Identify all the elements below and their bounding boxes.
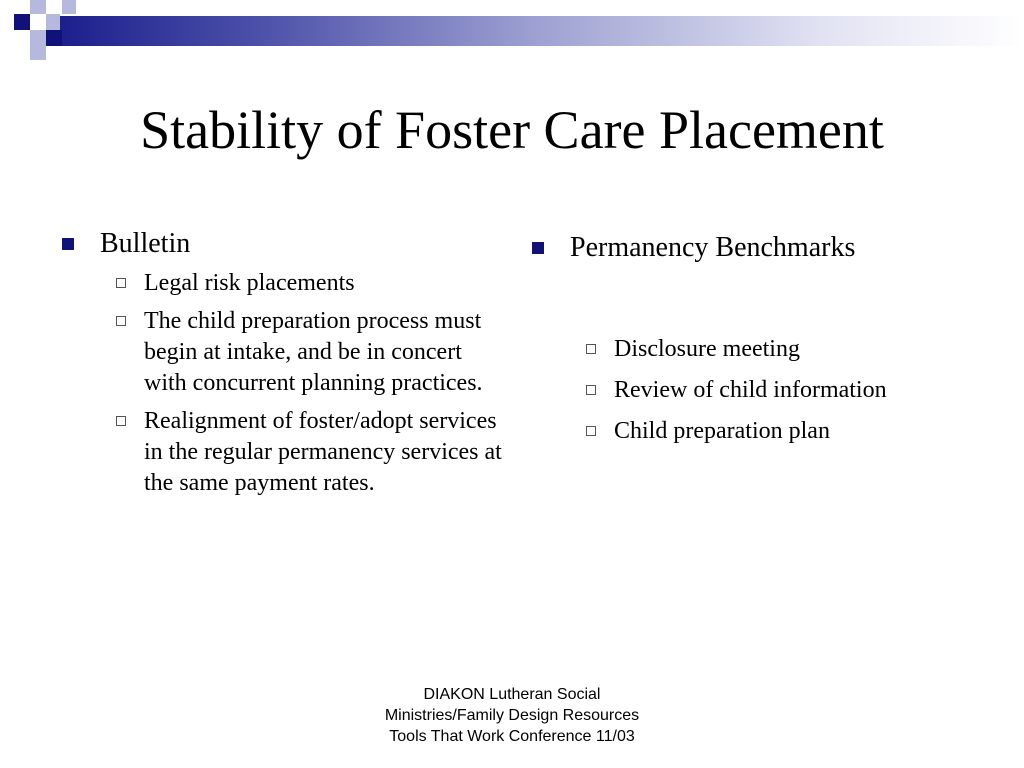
right-column — [532, 232, 992, 447]
sub-bullet-label: Realignment of foster/adopt services in the regular permanency services at the same payment rates. — [144, 408, 502, 496]
sub-bullet-label: The child preparation process must begin at intake, and be in concert with concurrent planning practices. — [144, 308, 483, 396]
bullet-label: Bulletin — [100, 228, 191, 259]
sub-bullet-label: Disclosure meeting — [614, 336, 800, 362]
sub-bullet-label: Child preparation plan — [614, 418, 830, 444]
hollow-square-bullet-icon — [586, 344, 596, 354]
footer-line: DIAKON Lutheran Social — [423, 686, 601, 703]
sub-bullet-item — [586, 375, 992, 406]
footer-line: Tools That Work Conference 11/03 — [389, 728, 635, 745]
decor-square — [30, 46, 46, 60]
hollow-square-bullet-icon — [116, 278, 126, 288]
decor-square — [14, 30, 30, 46]
sub-bullet-item — [116, 406, 502, 499]
slide-title: Stability of Foster Care Placement — [140, 100, 884, 160]
sub-bullet-label: Legal risk placements — [144, 270, 355, 296]
header-gradient-bar — [60, 16, 1024, 46]
decor-square — [30, 0, 46, 14]
hollow-square-bullet-icon — [116, 416, 126, 426]
hollow-square-bullet-icon — [586, 385, 596, 395]
sub-bullet-item — [116, 268, 502, 299]
decor-square — [14, 14, 30, 30]
hollow-square-bullet-icon — [586, 426, 596, 436]
decor-square — [62, 0, 76, 14]
sub-bullet-item — [586, 334, 992, 365]
footer-line: Ministries/Family Design Resources — [384, 707, 640, 724]
slide-footer — [312, 684, 712, 747]
bullet-item-permanency-benchmarks — [532, 232, 992, 264]
decor-square — [46, 14, 60, 30]
bullet-label: Permanency Benchmarks — [570, 232, 856, 263]
sub-bullet-item — [586, 416, 992, 447]
left-column — [62, 228, 502, 499]
bullet-item-bulletin — [62, 228, 502, 260]
sub-bullet-label: Review of child information — [614, 377, 887, 403]
sub-bullet-item — [116, 306, 502, 399]
square-bullet-icon — [62, 238, 74, 250]
decor-square — [30, 30, 46, 46]
square-bullet-icon — [532, 242, 544, 254]
hollow-square-bullet-icon — [116, 316, 126, 326]
decor-square — [46, 30, 62, 46]
